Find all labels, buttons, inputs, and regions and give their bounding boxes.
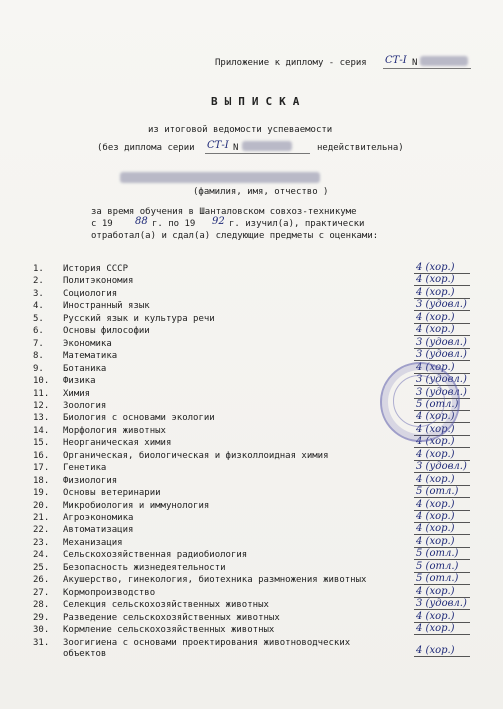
subject-grade-handwritten: 4 (хор.) [416, 498, 455, 510]
subject-name: Агроэкономика [63, 513, 134, 523]
subject-grade-handwritten: 3 (удовл.) [416, 299, 467, 311]
intro-line-2-start: (без диплома серии [97, 143, 195, 153]
subject-name: Ботаника [63, 363, 107, 374]
subject-number: 20. [33, 500, 50, 511]
studied-label: г. изучил(а), практически [229, 219, 365, 229]
subject-number: 30. [33, 625, 50, 636]
subject-grade-handwritten: 4 (хор.) [416, 523, 455, 535]
subject-name: Кормление сельскохозяйственных животных [63, 625, 275, 636]
name-caption: (фамилия, имя, отчество ) [193, 187, 329, 197]
subject-name: Основы философии [63, 326, 150, 337]
redacted-series-number [420, 56, 468, 66]
study-period-line-3: отработал(а) и сдал(а) следующие предметы с оценками: [91, 231, 379, 241]
subject-grade-handwritten: 5 (отл.) [416, 398, 459, 410]
subject-name: Зоогигиена с основами проектирования животноводческих [63, 637, 351, 648]
subject-name: Физиология [63, 475, 118, 486]
subject-number: 21. [33, 513, 50, 523]
subject-grade-handwritten: 3 (удовл.) [416, 349, 467, 361]
study-period-from-label: с 19 [91, 219, 113, 229]
subject-grade-handwritten: 4 (хор.) [416, 535, 455, 547]
subject-number: 25. [33, 562, 50, 573]
subject-name: Неорганическая химия [63, 438, 172, 449]
subject-number: 13. [33, 413, 50, 424]
subject-name: Безопасность жизнедеятельности [63, 562, 226, 573]
appendix-label: Приложение к диплому - серия [215, 58, 367, 68]
subject-grade-handwritten: 4 (хор.) [416, 644, 455, 656]
subject-name: Физика [63, 376, 96, 387]
grade-underline [414, 634, 470, 635]
intro-line-2-end: недействительна) [317, 143, 404, 153]
subject-number: 11. [33, 388, 50, 399]
subject-number: 5. [33, 313, 44, 324]
subject-name: Морфология животных [63, 425, 166, 436]
series-underline [383, 68, 471, 69]
subject-grade-handwritten: 4 (хор.) [416, 448, 455, 460]
subject-number: 18. [33, 475, 50, 486]
subject-grade-handwritten: 3 (удовл.) [416, 461, 467, 473]
subject-grade-handwritten: 4 (хор.) [416, 585, 455, 597]
series-number-prefix: N [412, 58, 418, 68]
subject-number: 27. [33, 587, 50, 598]
subject-name: Разведение сельскохозяйственных животных [63, 612, 280, 623]
subject-number: 3. [33, 288, 44, 299]
subject-grade-handwritten: 5 (отл.) [416, 560, 459, 572]
subject-name: Русский язык и культура речи [63, 313, 215, 324]
subject-name-continuation: объектов [63, 648, 107, 659]
subject-grade-handwritten: 4 (хор.) [416, 274, 455, 286]
subject-number: 28. [33, 600, 50, 611]
subject-number: 29. [33, 612, 50, 623]
subject-name: Акушерство, гинекология, биотехника размножения животных [63, 575, 367, 586]
subject-grade-handwritten: 4 (хор.) [416, 411, 455, 423]
subject-number: 14. [33, 425, 50, 436]
subject-name: Основы ветеринарии [63, 488, 161, 499]
subject-number: 15. [33, 438, 50, 449]
subject-name: Селекция сельскохозяйственных животных [63, 600, 269, 611]
intro-series-code-handwritten: СТ-I [207, 140, 229, 151]
official-stamp-inner-ring [393, 375, 445, 427]
subject-name: Органическая, биологическая и физколлоидная химия [63, 450, 329, 461]
subject-name: Математика [63, 351, 118, 362]
subject-name: Сельскохозяйственная радиобиология [63, 550, 248, 561]
subject-name: Микробиология и иммунология [63, 500, 210, 511]
subject-number: 2. [33, 276, 44, 287]
study-period-to-label: г. по 19 [152, 219, 196, 229]
subject-name: Автоматизация [63, 525, 134, 536]
intro-line-1: из итоговой ведомости успеваемости [148, 125, 333, 135]
year-start-handwritten: 88 [135, 216, 148, 227]
subject-grade-handwritten: 4 (хор.) [416, 623, 455, 635]
subject-grade-handwritten: 4 (хор.) [416, 286, 455, 298]
subject-grade-handwritten: 4 (хор.) [416, 311, 455, 323]
subject-number: 7. [33, 338, 44, 349]
subject-grade-handwritten: 4 (хор.) [416, 262, 455, 273]
subject-grade-handwritten: 5 (отл.) [416, 548, 459, 560]
subject-number: 26. [33, 575, 50, 586]
subject-name: Иностранный язык [63, 301, 150, 312]
subject-grade-handwritten: 3 (удовл.) [416, 374, 467, 386]
subject-name: Химия [63, 388, 91, 399]
intro-series-underline [205, 153, 310, 154]
subject-name: Зоология [63, 400, 107, 411]
subject-number: 17. [33, 463, 50, 474]
subject-number: 22. [33, 525, 50, 536]
subject-name: Механизация [63, 537, 123, 548]
subject-grade-handwritten: 4 (хор.) [416, 423, 455, 435]
redacted-full-name [120, 172, 320, 183]
subject-grade-handwritten: 3 (удовл.) [416, 336, 467, 348]
subject-number: 6. [33, 326, 44, 337]
intro-number-prefix: N [233, 143, 239, 153]
subject-grade-handwritten: 4 (хор.) [416, 511, 455, 522]
series-code-handwritten: СТ-I [385, 55, 407, 66]
subject-grade-handwritten: 4 (хор.) [416, 473, 455, 485]
grade-underline [414, 656, 470, 657]
subject-number: 19. [33, 488, 50, 499]
subject-number: 23. [33, 537, 50, 548]
subject-grade-handwritten: 4 (хор.) [416, 436, 455, 448]
subject-grade-handwritten: 4 (хор.) [416, 361, 455, 373]
subject-grade-handwritten: 4 (хор.) [416, 610, 455, 622]
subject-number: 24. [33, 550, 50, 561]
subject-name: Политэкономия [63, 276, 134, 287]
subject-name: Биология с основами экологии [63, 413, 215, 424]
subject-number: 12. [33, 400, 50, 411]
subject-grade-handwritten: 5 (отл.) [416, 486, 459, 498]
subject-number: 10. [33, 376, 50, 387]
subject-number: 1. [33, 264, 44, 274]
document-title: ВЫПИСКА [211, 95, 307, 108]
subject-number: 4. [33, 301, 44, 312]
subject-name: Кормопроизводство [63, 587, 156, 598]
redacted-intro-number [242, 141, 292, 151]
subject-name: История СССР [63, 264, 129, 274]
subject-name: Экономика [63, 338, 112, 349]
subject-name: Генетика [63, 463, 107, 474]
subject-number: 9. [33, 363, 44, 374]
subject-number: 16. [33, 450, 50, 461]
study-period-line-1: за время обучения в Шанталовском совхоз-техникуме [91, 207, 357, 217]
subject-grade-handwritten: 5 (отл.) [416, 573, 459, 585]
subject-number: 31. [33, 637, 50, 648]
subject-name: Социология [63, 288, 118, 299]
subject-grade-handwritten: 3 (удовл.) [416, 386, 467, 398]
subject-number: 8. [33, 351, 44, 362]
year-end-handwritten: 92 [212, 216, 225, 227]
subject-grade-handwritten: 3 (удовл.) [416, 598, 467, 610]
subject-grade-handwritten: 4 (хор.) [416, 324, 455, 336]
